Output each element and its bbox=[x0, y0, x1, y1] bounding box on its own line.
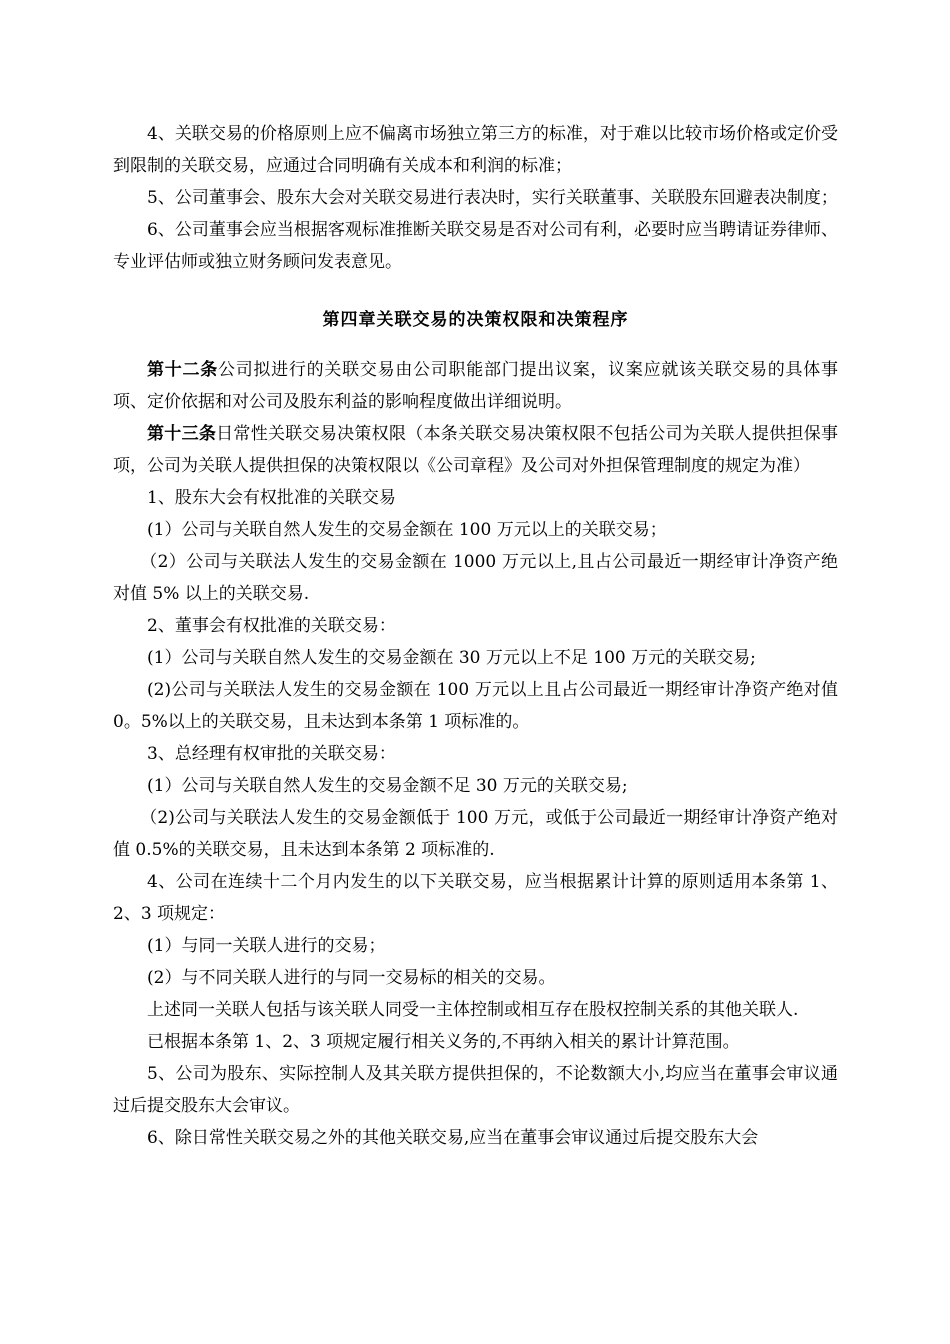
item-board-approval: 2、董事会有权批准的关联交易： bbox=[147, 616, 396, 636]
item-manager-legal-person: （2)公司与关联法人发生的交易金额低于 100 万元，或低于公司最近一期经审计净资产绝对值 0.5%的关联交易，且未达到本条第 2 项标准的. bbox=[113, 808, 838, 860]
article-12-text: 公司拟进行的关联交易由公司职能部门提出议案，议案应就该关联交易的具体事项、定价依据和对公司及股东利益的影响程度做出详细说明。 bbox=[113, 360, 839, 412]
item-manager-natural-person: (1）公司与关联自然人发生的交易金额不足 30 万元的关联交易; bbox=[147, 776, 628, 796]
item-shareholders-natural-person: (1）公司与关联自然人发生的交易金额在 100 万元以上的关联交易； bbox=[147, 520, 667, 540]
item-other-transactions: 6、除日常性关联交易之外的其他关联交易,应当在董事会审议通过后提交股东大会 bbox=[147, 1128, 759, 1148]
item-cumulative-rule: 4、公司在连续十二个月内发生的以下关联交易，应当根据累计计算的原则适用本条第 1、2、3 项规定： bbox=[113, 872, 838, 924]
item-manager-approval: 3、总经理有权审批的关联交易： bbox=[147, 744, 396, 764]
document-page bbox=[113, 118, 838, 1154]
item-different-related-party: (2）与不同关联人进行的与同一交易标的相关的交易。 bbox=[147, 968, 556, 988]
item-guarantee-approval: 5、公司为股东、实际控制人及其关联方提供担保的，不论数额大小,均应当在董事会审议通过后提交股东大会审议。 bbox=[113, 1064, 838, 1116]
article-12 bbox=[113, 354, 838, 418]
chapter-heading: 第四章关联交易的决策权限和决策程序 bbox=[322, 310, 629, 330]
item-shareholders-legal-person: （2）公司与关联法人发生的交易金额在 1000 万元以上,且占公司最近一期经审计净资产绝对值 5% 以上的关联交易. bbox=[113, 552, 838, 604]
article-13-label: 第十三条 bbox=[147, 424, 217, 444]
article-13 bbox=[113, 418, 838, 482]
paragraph-excluded-from-cumulative: 已根据本条第 1、2、3 项规定履行相关义务的,不再纳入相关的累计计算范围。 bbox=[147, 1032, 740, 1052]
paragraph-objective-judgment: 6、公司董事会应当根据客观标准推断关联交易是否对公司有利，必要时应当聘请证券律师、专业评估师或独立财务顾问发表意见。 bbox=[113, 220, 838, 272]
item-shareholders-approval: 1、股东大会有权批准的关联交易 bbox=[147, 488, 396, 508]
item-board-natural-person: (1）公司与关联自然人发生的交易金额在 30 万元以上不足 100 万元的关联交易; bbox=[147, 648, 756, 668]
article-12-label: 第十二条 bbox=[147, 360, 218, 380]
paragraph-pricing-principle: 4、关联交易的价格原则上应不偏离市场独立第三方的标准，对于难以比较市场价格或定价受到限制的关联交易，应通过合同明确有关成本和利润的标准； bbox=[113, 124, 838, 176]
article-13-text: 日常性关联交易决策权限（本条关联交易决策权限不包括公司为关联人提供担保事项，公司为关联人提供担保的决策权限以《公司章程》及公司对外担保管理制度的规定为准） bbox=[113, 424, 839, 476]
paragraph-recusal-voting: 5、公司董事会、股东大会对关联交易进行表决时，实行关联董事、关联股东回避表决制度； bbox=[147, 188, 838, 208]
paragraph-same-party-definition: 上述同一关联人包括与该关联人同受一主体控制或相互存在股权控制关系的其他关联人. bbox=[147, 1000, 799, 1020]
item-board-legal-person: (2)公司与关联法人发生的交易金额在 100 万元以上且占公司最近一期经审计净资产绝对值 0。5%以上的关联交易，且未达到本条第 1 项标准的。 bbox=[113, 680, 838, 732]
item-same-related-party: (1）与同一关联人进行的交易； bbox=[147, 936, 386, 956]
